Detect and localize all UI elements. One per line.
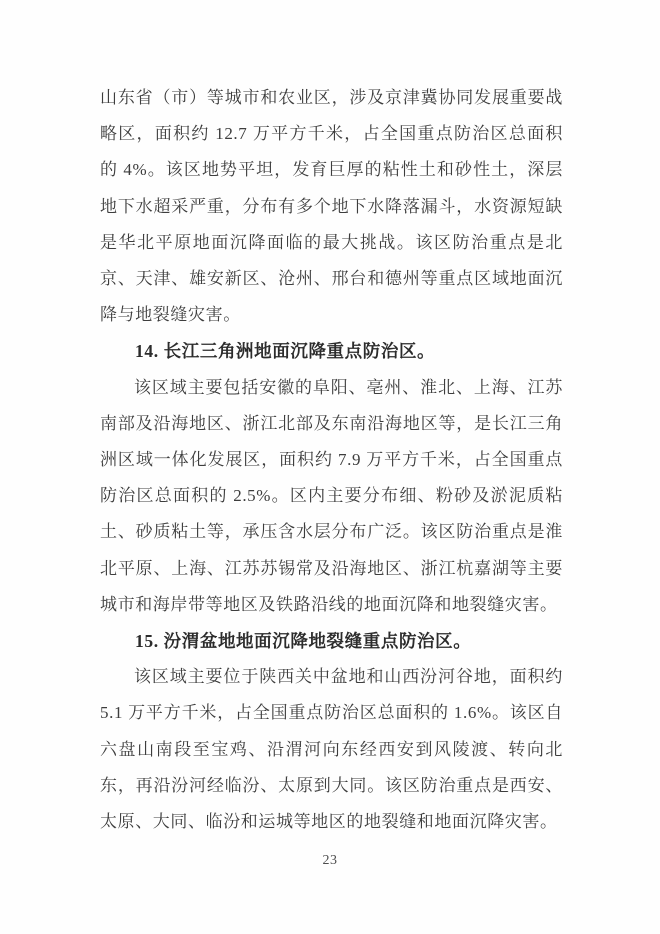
paragraph-north-china-plain-continuation: 山东省（市）等城市和农业区，涉及京津冀协同发展重要战略区，面积约 12.7 万平方千米，占全国重点防治区总面积的 4%。该区地势平坦，发育巨厚的粘性土和砂性土，深层地下水超采严重，分布有多个地下水降落漏斗，水资源短缺是华北平原地面沉降面临的最大挑战。该区防治重点是北京、天津、雄安新区、沧州、邢台和德州等重点区域地面沉降与地裂缝灾害。 [100,88,563,325]
paragraph-fenwei-basin: 该区域主要位于陕西关中盆地和山西汾河谷地，面积约 5.1 万平方千米，占全国重点防治区总面积的 1.6%。该区自六盘山南段至宝鸡、沿渭河向东经西安到风陵渡、转向北东，再沿汾河经临汾、太原到大同。该区防治重点是西安、太原、大同、临汾和运城等地区的地裂缝和地面沉降灾害。 [100,667,563,832]
text-block [100,80,563,840]
section-heading-15: 15. 汾渭盆地地面沉降地裂缝重点防治区。 [135,631,472,652]
section-heading-14: 14. 长江三角洲地面沉降重点防治区。 [135,341,436,362]
page-number: 23 [322,853,338,868]
paragraph-yangtze-river-delta: 该区域主要包括安徽的阜阳、亳州、淮北、上海、江苏南部及沿海地区、浙江北部及东南沿海地区等，是长江三角洲区域一体化发展区，面积约 7.9 万平方千米，占全国重点防治区总面积的 2.5%。区内主要分布细、粉砂及淤泥质粘土、砂质粘土等，承压含水层分布广泛。该区防治重点是淮北平原、上海、江苏苏锡常及沿海地区、浙江杭嘉湖等主要城市和海岸带等地区及铁路沿线的地面沉降和地裂缝灾害。 [100,377,563,614]
